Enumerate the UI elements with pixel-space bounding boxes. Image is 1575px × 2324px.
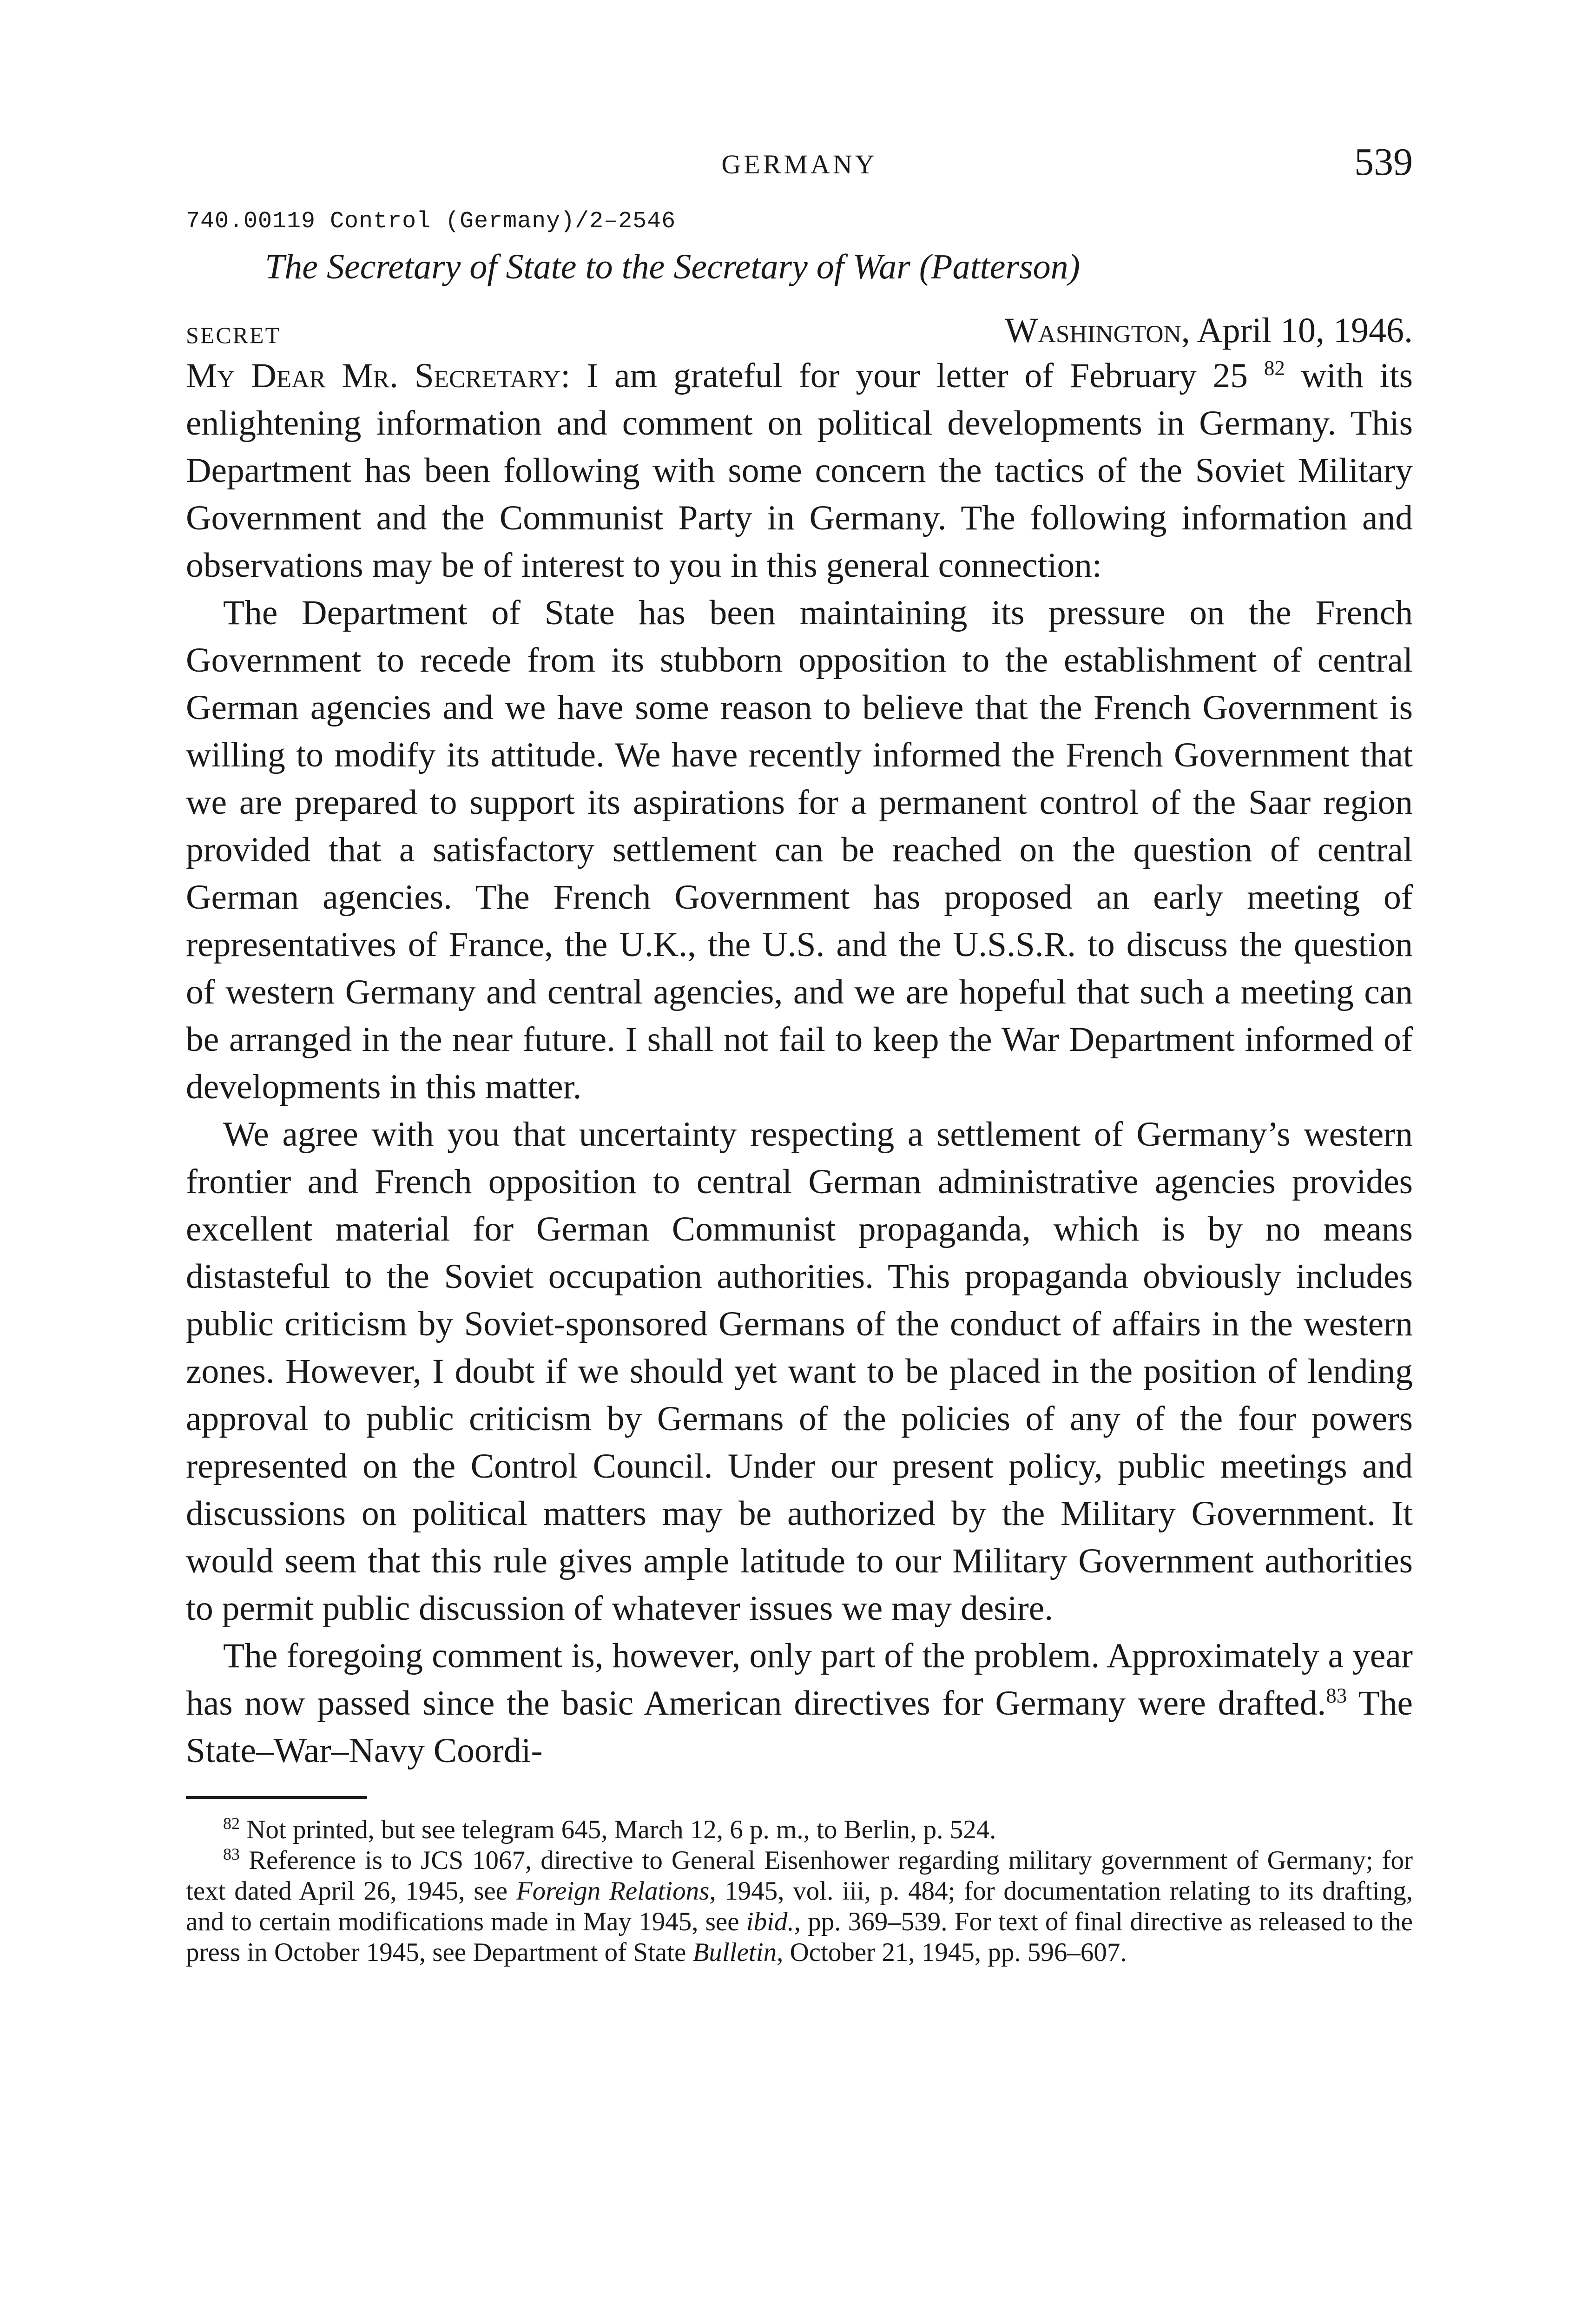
footnote-mark: 82 (223, 1814, 240, 1833)
paragraph-1-text-a: : I am grateful for your letter of February 25 (560, 357, 1248, 395)
footnote-ref-82: 82 (1264, 356, 1285, 380)
footnote-text: , October 21, 1945, pp. 596–607. (777, 1938, 1127, 1967)
dateline (186, 306, 1413, 352)
footnote-83 (186, 1845, 1413, 1968)
footnote-text: , 1945, vol. iii, p. 484; for documentation relating to its drafting, and to certain modifications made in May 1945, see (186, 1876, 1413, 1936)
running-title: GERMANY (721, 149, 877, 179)
footnote-ref-83: 83 (1326, 1684, 1347, 1707)
footnote-text: , pp. 369–539. For text of final directive as released to the press in October 1945, see Department of State (186, 1907, 1413, 1967)
footnote-82 (186, 1815, 1413, 1845)
paragraph-3: We agree with you that uncertainty respecting a settlement of Germany’s western frontier and French opposition to central German administrative agencies provides excellent material for German Communist propaganda, which is by no means distasteful to the Soviet occupation authorities. This propaganda obviously includes public criticism by Soviet-sponsored Germans of the conduct of affairs in the western zones. However, I doubt if we should yet want to be placed in the position of lending approval to public criticism by Germans of the policies of any of the four powers represented on the Control Council. Under our present policy, public meetings and discussions on political matters may be authorized by the Military Government. It would seem that this rule gives ample latitude to our Military Government authorities to permit public discussion of whatever issues we may desire. (186, 1115, 1413, 1628)
salutation: My Dear Mr. Secretary (186, 357, 561, 395)
place: Washington (1004, 311, 1181, 350)
footnote-italic: Bulletin (692, 1938, 777, 1967)
footnote-divider (186, 1796, 367, 1799)
footnotes (186, 1815, 1413, 1968)
running-header (186, 139, 1413, 191)
footnote-italic: ibid. (746, 1907, 794, 1936)
paragraph-1 (186, 352, 1413, 589)
document-title: The Secretary of State to the Secretary of War (Patterson) (265, 247, 1080, 286)
place-date (1005, 310, 1413, 351)
page-number: 539 (1354, 140, 1413, 184)
classification-label: SECRET (186, 322, 281, 348)
paragraph-4-text-b: The State–War–Navy Coordi- (186, 1684, 1413, 1770)
footnote-italic: Foreign Relations (516, 1876, 710, 1906)
paragraph-4 (186, 1632, 1413, 1775)
date: , April 10, 1946. (1181, 311, 1413, 350)
file-number: 740.00119 Control (Germany)/2–2546 (186, 208, 676, 235)
paragraph-4-text-a: The foregoing comment is, however, only part of the problem. Approximately a year has now passed since the basic American directives for Germany were drafted. (186, 1637, 1413, 1723)
letter-body (186, 352, 1413, 1775)
paragraph-2: The Department of State has been maintaining its pressure on the French Government to recede from its stubborn opposition to the establishment of central German agencies and we have some reason to believe that the French Government is willing to modify its attitude. We have recently informed the French Government that we are prepared to support its aspirations for a permanent control of the Saar region provided that a satisfactory settlement can be reached on the question of central German agencies. The French Government has proposed an early meeting of representatives of France, the U.K., the U.S. and the U.S.S.R. to discuss the question of western Germany and central agencies, and we are hopeful that such a meeting can be arranged in the near future. I shall not fail to keep the War Department informed of developments in this matter. (186, 594, 1413, 1106)
footnote-mark: 83 (223, 1845, 240, 1863)
footnote-text: Reference is to JCS 1067, directive to General Eisenhower regarding military government of Germany; for text dated April 26, 1945, see (186, 1846, 1413, 1906)
document-page (186, 139, 1413, 1968)
paragraph-1-text-b: with its enlightening information and comment on political developments in Germany. This Department has been following with some concern the tactics of the Soviet Military Government and the Communist Party in Germany. The following information and observations may be of interest to you in this general connection: (186, 357, 1413, 585)
footnote-text: Not printed, but see telegram 645, March 12, 6 p. m., to Berlin, p. 524. (240, 1815, 996, 1844)
